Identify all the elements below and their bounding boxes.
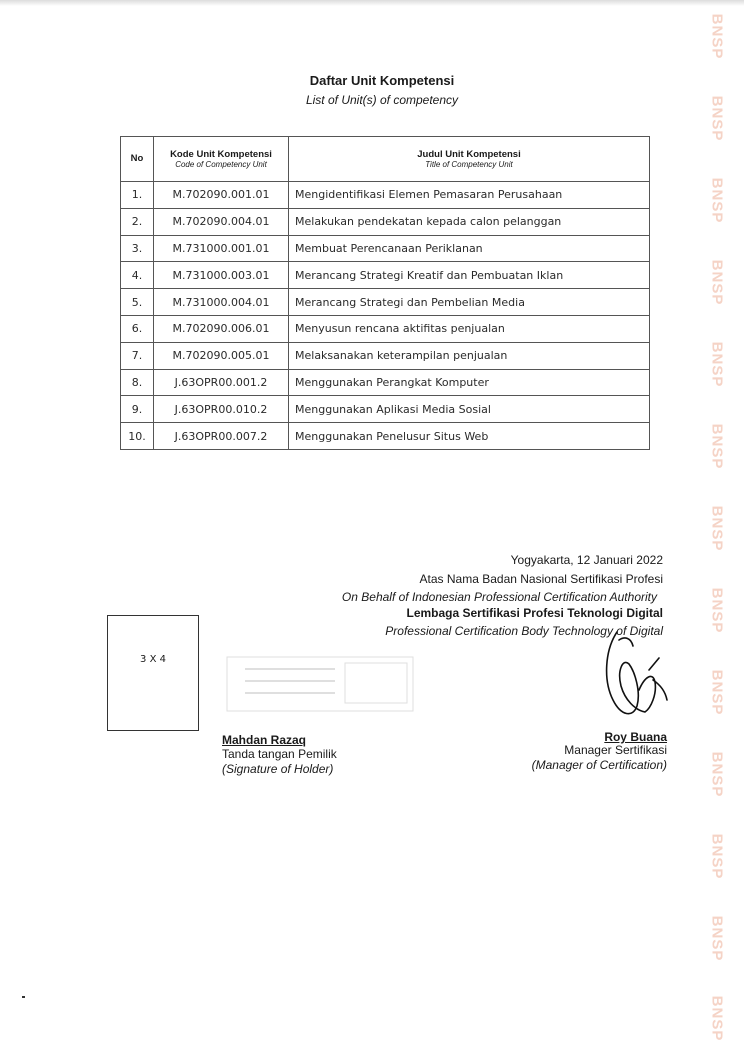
table-row	[121, 342, 650, 369]
header-title	[289, 137, 650, 182]
manager-signature	[595, 620, 675, 740]
watermark-text: BNSP	[708, 259, 726, 306]
header-no-label: No	[130, 153, 144, 165]
unit-code: M.731000.001.01	[154, 235, 289, 262]
row-number: 3.	[121, 235, 154, 262]
table-row	[121, 369, 650, 396]
manager-name: Roy Buana	[604, 730, 667, 744]
unit-title: Melaksanakan keterampilan penjualan	[289, 342, 650, 369]
on-behalf-en: On Behalf of Indonesian Professional Certification Authority	[341, 590, 657, 604]
table-row	[121, 396, 650, 423]
watermark-text: BNSP	[708, 505, 726, 552]
row-number: 8.	[121, 369, 154, 396]
watermark-text: BNSP	[708, 423, 726, 470]
faint-stamp-mark	[225, 655, 415, 713]
unit-title: Menggunakan Perangkat Komputer	[289, 369, 650, 396]
unit-code: M.702090.006.01	[154, 315, 289, 342]
unit-title: Melakukan pendekatan kepada calon pelanggan	[289, 208, 650, 235]
header-code	[154, 137, 289, 182]
bnsp-watermark-strip	[690, 0, 744, 1052]
unit-title: Merancang Strategi Kreatif dan Pembuatan Iklan	[289, 262, 650, 289]
unit-title: Menyusun rencana aktifitas penjualan	[289, 315, 650, 342]
page-top-shadow	[0, 0, 744, 6]
watermark-text: BNSP	[708, 751, 726, 798]
header-title-id: Judul Unit Kompetensi	[417, 148, 521, 160]
unit-code: J.63OPR00.001.2	[154, 369, 289, 396]
unit-title: Menggunakan Aplikasi Media Sosial	[289, 396, 650, 423]
watermark-text: BNSP	[708, 669, 726, 716]
header-no	[121, 137, 154, 182]
watermark-text: BNSP	[708, 915, 726, 962]
row-number: 1.	[121, 182, 154, 209]
watermark-text: BNSP	[708, 587, 726, 634]
unit-title: Merancang Strategi dan Pembelian Media	[289, 289, 650, 316]
unit-title: Menggunakan Penelusur Situs Web	[289, 423, 650, 450]
document-subtitle: List of Unit(s) of competency	[305, 93, 459, 107]
header-title-en: Title of Competency Unit	[425, 159, 513, 169]
certification-body-en: Professional Certification Body Technology of Digital	[385, 624, 663, 638]
header-code-id: Kode Unit Kompetensi	[170, 148, 272, 160]
row-number: 5.	[121, 289, 154, 316]
table-row	[121, 235, 650, 262]
manager-role-en: (Manager of Certification)	[531, 758, 667, 772]
unit-code: M.731000.004.01	[154, 289, 289, 316]
row-number: 9.	[121, 396, 154, 423]
holder-role-id: Tanda tangan Pemilik	[222, 747, 337, 761]
unit-code: J.63OPR00.010.2	[154, 396, 289, 423]
place-date: Yogyakarta, 12 Januari 2022	[510, 553, 663, 567]
certification-body-id: Lembaga Sertifikasi Profesi Teknologi Digital	[406, 606, 663, 620]
holder-name: Mahdan Razaq	[222, 733, 307, 747]
unit-code: M.702090.001.01	[154, 182, 289, 209]
unit-code: J.63OPR00.007.2	[154, 423, 289, 450]
table-row	[121, 423, 650, 450]
table-row	[121, 262, 650, 289]
unit-code: M.731000.003.01	[154, 262, 289, 289]
document-title: Daftar Unit Kompetensi	[309, 73, 455, 88]
photo-placeholder-box	[107, 615, 199, 731]
table-row	[121, 208, 650, 235]
watermark-text: BNSP	[708, 995, 726, 1042]
unit-title: Membuat Perencanaan Periklanan	[289, 235, 650, 262]
scan-speck	[22, 996, 25, 998]
unit-code: M.702090.004.01	[154, 208, 289, 235]
header-code-en: Code of Competency Unit	[175, 159, 267, 169]
row-number: 6.	[121, 315, 154, 342]
watermark-text: BNSP	[708, 95, 726, 142]
unit-code: M.702090.005.01	[154, 342, 289, 369]
photo-size-label: 3 X 4	[140, 654, 166, 665]
row-number: 10.	[121, 423, 154, 450]
table-row	[121, 315, 650, 342]
watermark-text: BNSP	[708, 13, 726, 60]
holder-role-en: (Signature of Holder)	[222, 762, 334, 776]
row-number: 7.	[121, 342, 154, 369]
watermark-text: BNSP	[708, 833, 726, 880]
on-behalf-id: Atas Nama Badan Nasional Sertifikasi Profesi	[419, 572, 663, 586]
table-row	[121, 182, 650, 209]
table-row	[121, 289, 650, 316]
unit-title: Mengidentifikasi Elemen Pemasaran Perusahaan	[289, 182, 650, 209]
competency-units-table	[120, 136, 650, 450]
row-number: 2.	[121, 208, 154, 235]
row-number: 4.	[121, 262, 154, 289]
table-header-row	[121, 137, 650, 182]
watermark-text: BNSP	[708, 177, 726, 224]
manager-role-id: Manager Sertifikasi	[564, 743, 667, 757]
watermark-text: BNSP	[708, 341, 726, 388]
